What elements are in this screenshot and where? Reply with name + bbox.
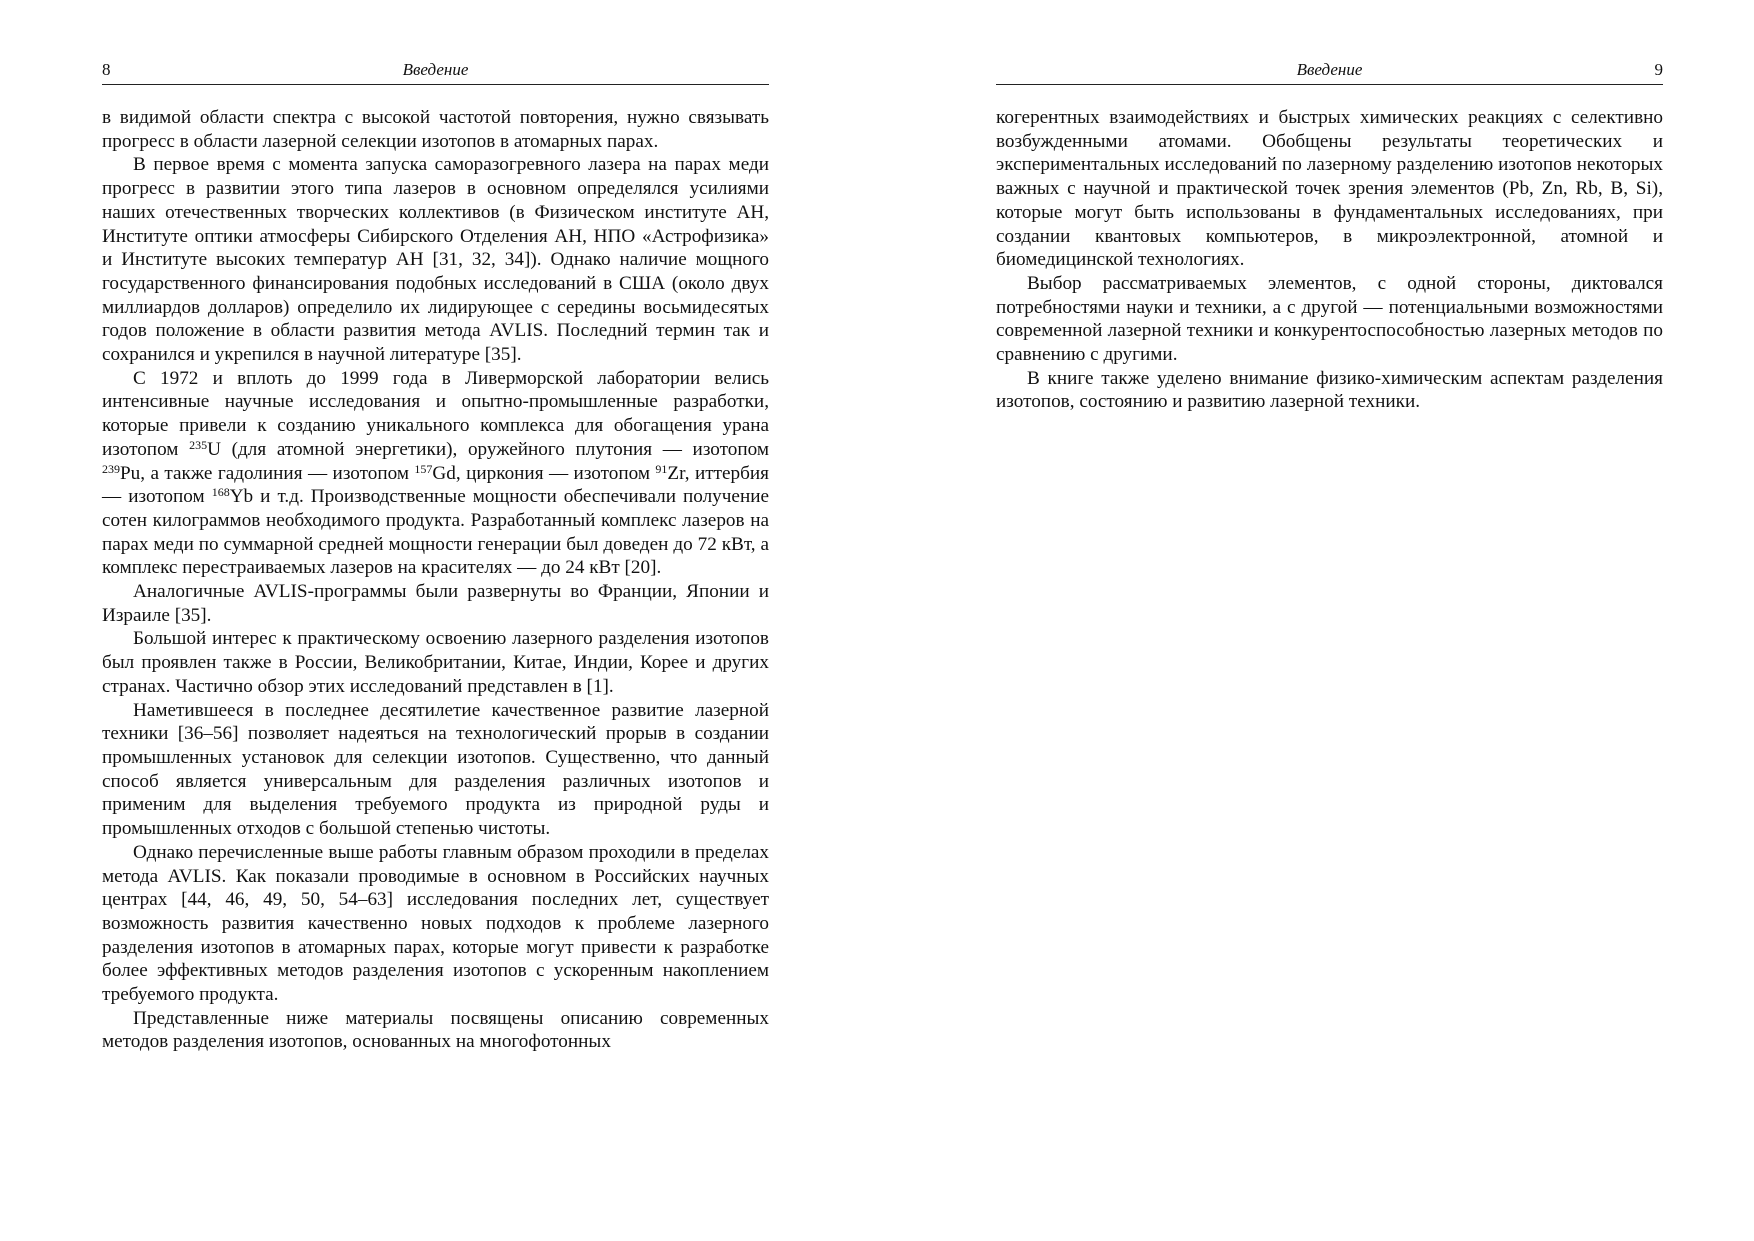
- paragraph: Наметившееся в последнее десятилетие качественное развитие лазерной техники [36–56] позволяет надеяться на технологический прорыв в создании промышленных установок для селекции изотопов. Существенно, что данный способ является универсальным для разделения различных изотопов и применим для выделения требуемого продукта из природной руды и промышленных отходов с большой степенью чистоты.: [102, 699, 769, 840]
- paragraph: В книге также уделено внимание физико-химическим аспектам разделения изотопов, состоянию и развитию лазерной техники.: [996, 367, 1663, 413]
- text-run: Gd, циркония — изотопом: [432, 462, 656, 484]
- paragraph: в видимой области спектра с высокой частотой повторения, нужно связывать прогресс в области лазерной селекции изотопов в атомарных парах.: [102, 107, 769, 152]
- mass-number: 168: [211, 485, 230, 500]
- paragraph: Однако перечисленные выше работы главным образом проходили в пределах метода AVLIS. Как показали проводимые в основном в Российских научных центрах [44, 46, 49, 50, 54–63] исследования последних лет, существует возможность развития качественно новых подходов к проблеме лазерного разделения изотопов в атомарных парах, которые могут привести к разработке более эффективных методов разделения изотопов с ускоренным накоплением требуемого продукта.: [102, 841, 769, 1006]
- paragraph: Выбор рассматриваемых элементов, с одной стороны, диктовался потребностями науки и техники, а с другой — потенциальными возможностями современной лазерной техники и конкурентоспособностью лазерных методов по сравнению с другими.: [996, 272, 1663, 366]
- text-run: U (для атомной энергетики), оружейного плутония — изотопом: [207, 438, 769, 460]
- text-run: Zr, иттербия — изотопом: [102, 462, 769, 508]
- running-title: Введение: [402, 60, 469, 79]
- mass-number: 235: [189, 437, 208, 452]
- paragraph: Большой интерес к практическому освоению лазерного разделения изотопов был проявлен также в России, Великобритании, Китае, Индии, Корее и других странах. Частично обзор этих исследований представлен в [1].: [102, 628, 769, 697]
- mass-number: 239: [102, 461, 120, 476]
- body-text: [996, 106, 1663, 414]
- page-number: 8: [102, 60, 111, 79]
- paragraph: Аналогичные AVLIS-программы были развернуты во Франции, Японии и Израиле [35].: [102, 581, 769, 626]
- page-number: 9: [1654, 60, 1663, 79]
- paragraph: Представленные ниже материалы посвящены описанию современных методов разделения изотопов, основанных на многофотонных: [102, 1007, 769, 1053]
- running-head: [102, 58, 769, 85]
- running-title: Введение: [1296, 60, 1363, 79]
- text-run: Yb и т.д. Производственные мощности обеспечивали получение сотен килограммов необходимого продукта. Разработанный комплекс лазеров на парах меди по суммарной средней мощности генерации был доведен до 72 кВт, а комплекс перестраиваемых лазеров на красителях — до 24 кВт [20].: [102, 486, 769, 579]
- paragraph: когерентных взаимодействиях и быстрых химических реакциях с селективно возбужденными атомами. Обобщены результаты теоретических и экспериментальных исследований по лазерному разделению изотопов некоторых важных с научной и практической точек зрения элементов (Pb, Zn, Rb, B, Si), которые могут быть использованы в фундаментальных исследованиях, при создании квантовых компьютеров, в микроэлектронной, атомной и биомедицинской технологиях.: [996, 107, 1663, 271]
- mass-number: 91: [655, 461, 668, 476]
- body-text: [102, 106, 769, 1054]
- paragraph-isotopes: [102, 367, 769, 580]
- text-run: Pu, а также гадолиния — изотопом: [120, 462, 415, 484]
- text-run: С 1972 и вплоть до 1999 года в Ливерморской лаборатории велись интенсивные научные исследования и опытно-промышленные разработки, которые привели к созданию уникального комплекса для обогащения урана изотопом: [102, 367, 769, 460]
- paragraph: В первое время с момента запуска саморазогревного лазера на парах меди прогресс в развитии этого типа лазеров в основном определялся усилиями наших отечественных творческих коллективов (в Физическом институте АН, Институте оптики атмосферы Сибирского Отделения АН, НПО «Астрофизика» и Институте высоких температур АН [31, 32, 34]). Однако наличие мощного государственного финансирования подобных исследований в США (около двух миллиардов долларов) определило их лидирующее с середины восьмидесятых годов положение в области развития метода AVLIS. Последний термин так и сохранился и укрепился в научной литературе [35].: [102, 154, 769, 366]
- mass-number: 157: [414, 461, 433, 476]
- running-head: [996, 58, 1663, 85]
